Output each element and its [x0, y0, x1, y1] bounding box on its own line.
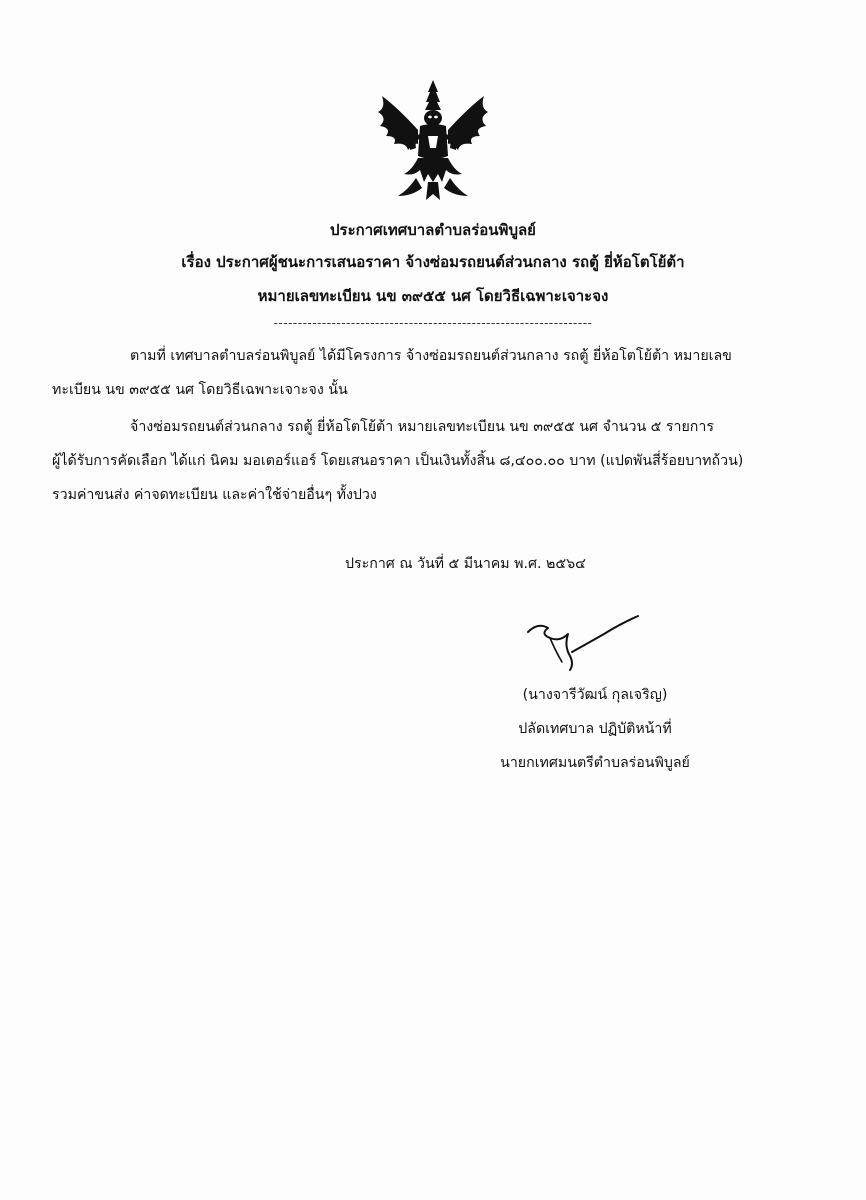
body-paragraph-2-line-1: จ้างซ่อมรถยนต์ส่วนกลาง รถตู้ ยี่ห้อโตโย้ต้า หมายเลขทะเบียน นข ๓๙๕๕ นศ จำนวน ๕ รายการ: [130, 419, 714, 435]
announcement-date: ประกาศ ณ วันที่ ๕ มีนาคม พ.ศ. ๒๕๖๔: [345, 556, 586, 572]
body-paragraph-1-line-1: ตามที่ เทศบาลตำบลร่อนพิบูลย์ ได้มีโครงการ จ้างซ่อมรถยนต์ส่วนกลาง รถตู้ ยี่ห้อโตโย้ต้า หมายเลข: [130, 348, 732, 364]
body-paragraph-2-line-2: ผู้ได้รับการคัดเลือก ได้แก่ นิคม มอเตอร์แอร์ โดยเสนอราคา เป็นเงินทั้งสิ้น ๘,๔๐๐.๐๐ บาท (แปดพันสี่ร้อยบาทถ้วน): [52, 453, 744, 469]
body-paragraph-2-line-3: รวมค่าขนส่ง ค่าจดทะเบียน และค่าใช้จ่ายอื่นๆ ทั้งปวง: [52, 487, 377, 503]
garuda-emblem-icon: [368, 78, 498, 208]
announcement-subject: เรื่อง ประกาศผู้ชนะการเสนอราคา จ้างซ่อมรถยนต์ส่วนกลาง รถตู้ ยี่ห้อโตโย้ต้า: [181, 253, 685, 271]
separator-line: ------------------------------------------------------------------: [273, 316, 593, 330]
announcement-subject-continued: หมายเลขทะเบียน นข ๓๙๕๕ นศ โดยวิธีเฉพาะเจาะจง: [257, 287, 609, 305]
signatory-acting-position: นายกเทศมนตรีตำบลร่อนพิบูลย์: [500, 755, 690, 771]
signatory-name: (นางจารีวัฒน์ กุลเจริญ): [522, 687, 668, 703]
handwritten-signature: [520, 612, 650, 674]
body-paragraph-1-line-2: ทะเบียน นข ๓๙๕๕ นศ โดยวิธีเฉพาะเจาะจง นั้น: [52, 382, 348, 398]
signatory-position: ปลัดเทศบาล ปฏิบัติหน้าที่: [518, 721, 672, 737]
announcement-title: ประกาศเทศบาลตำบลร่อนพิบูลย์: [330, 221, 536, 239]
